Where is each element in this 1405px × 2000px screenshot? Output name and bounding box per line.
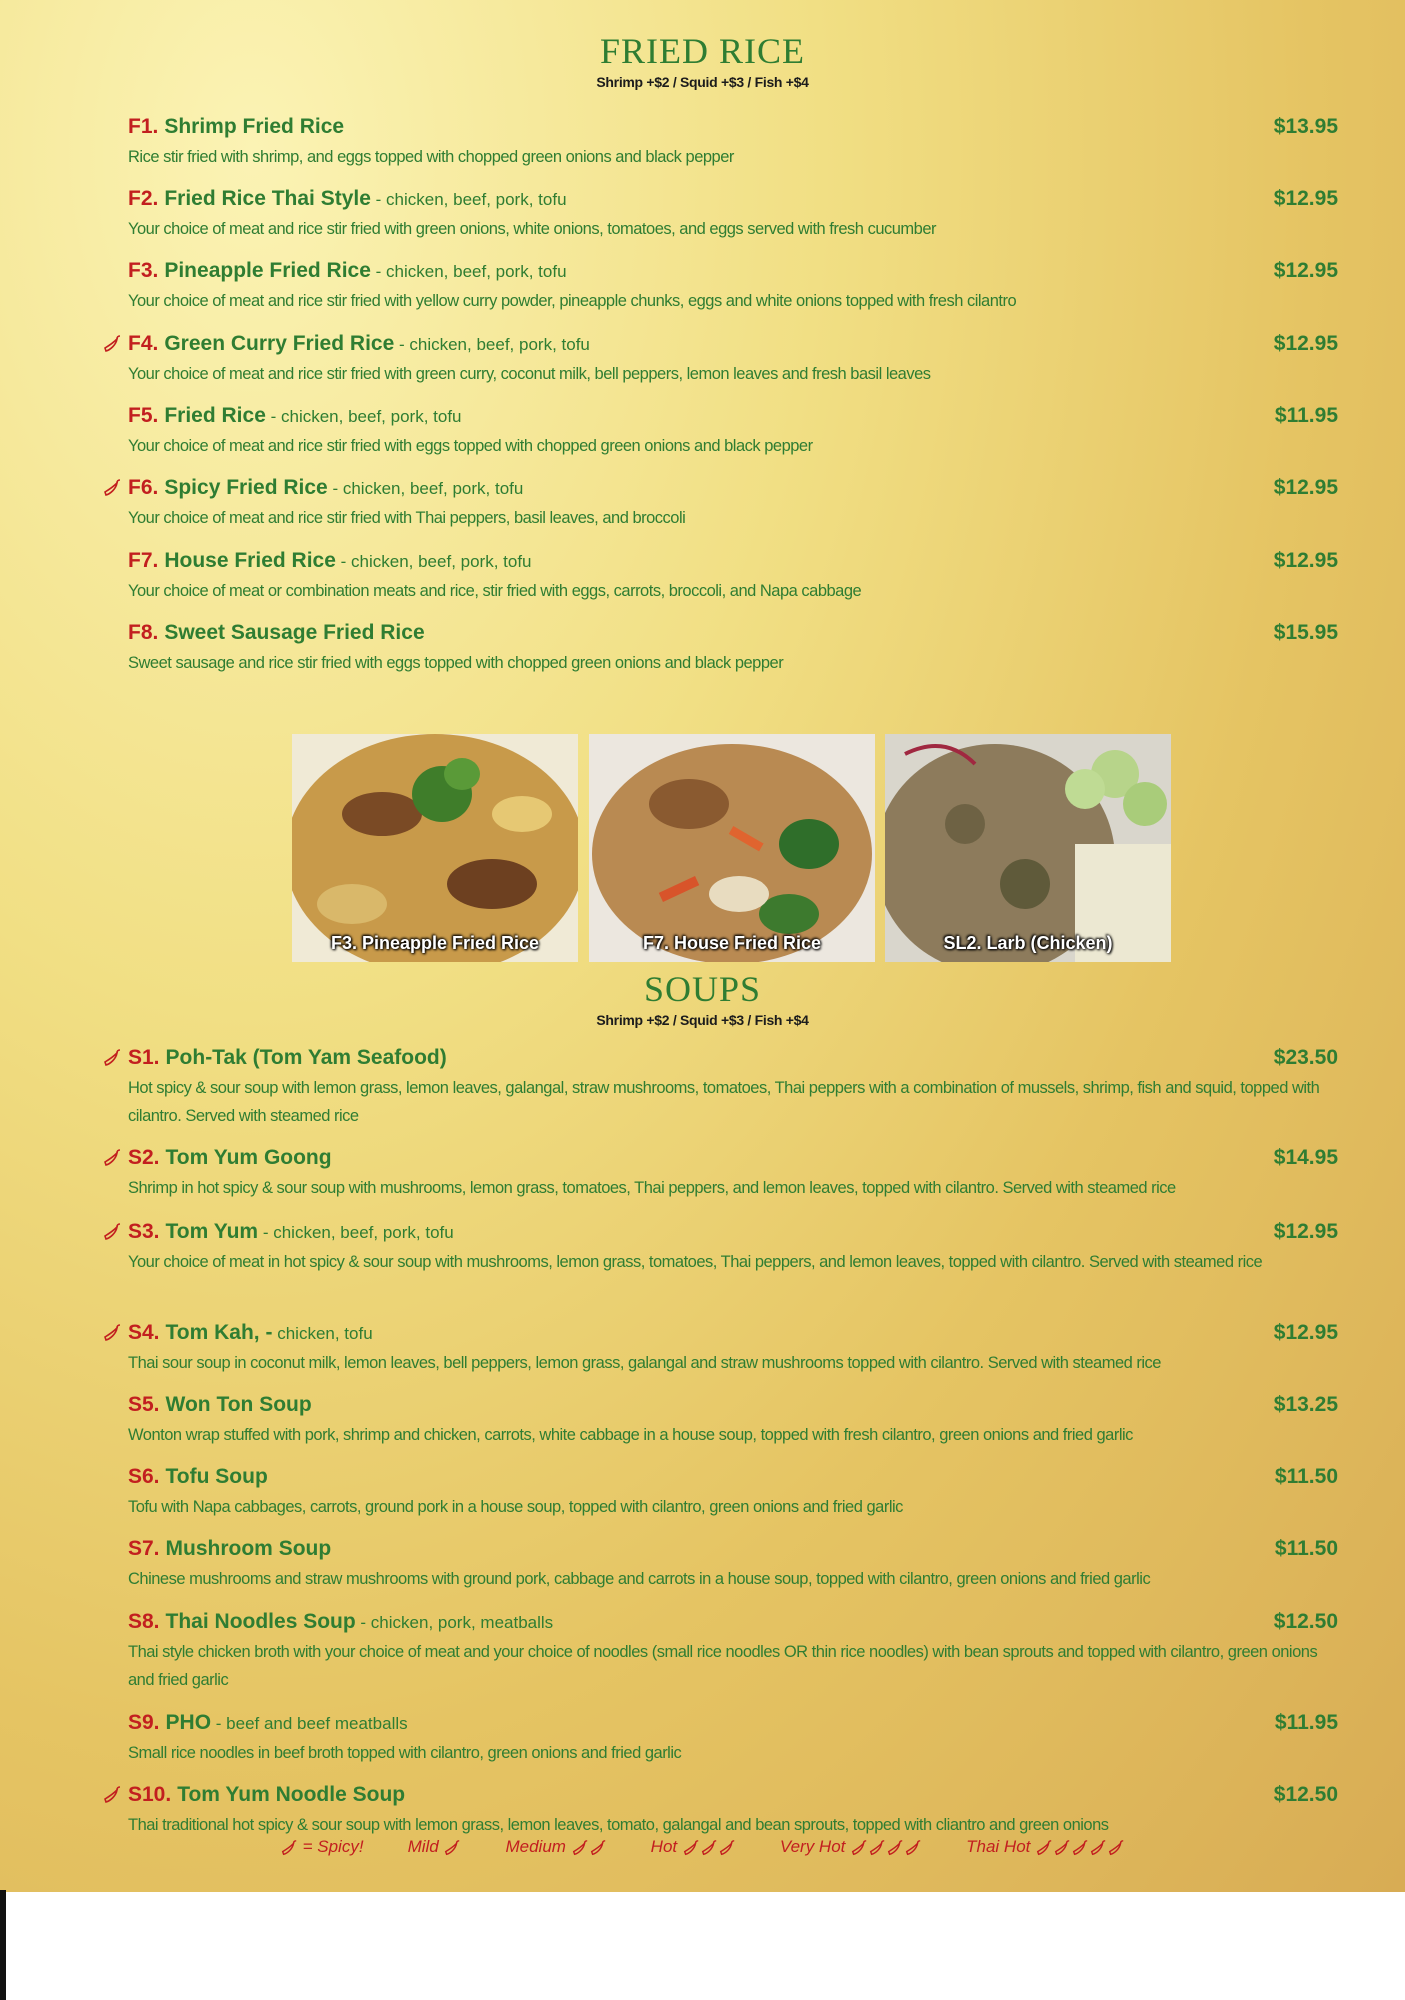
menu-item-header [128,186,1338,213]
item-price: $11.50 [1274,1465,1338,1488]
chili-pepper-icon [571,1839,589,1857]
menu-item-header [128,1782,1338,1809]
item-code: F1. [128,115,159,138]
item-name: Tofu Soup [165,1465,268,1488]
chili-pepper-icon [102,1148,122,1168]
legend-chilies [1035,1837,1125,1856]
scan-edge [0,1890,6,2000]
item-name: Fried Rice [164,404,266,427]
legend-item [408,1837,462,1857]
menu-item-header [128,114,1338,141]
item-code: S5. [128,1393,160,1416]
item-name: Mushroom Soup [165,1537,332,1560]
house-fried-rice-image [589,734,875,962]
larb-chicken-image [885,734,1171,962]
item-options: chicken, tofu [272,1324,373,1343]
item-description: Chinese mushrooms and straw mushrooms with ground pork, cabbage and carrots in a house soup, topped with cilantro, green onions and fried garlic [128,1570,1151,1588]
chili-pepper-icon [1089,1839,1107,1857]
item-price: $12.95 [1273,476,1338,499]
item-name: Tom Kah, - [165,1321,273,1344]
item-description: Hot spicy & sour soup with lemon grass, lemon leaves, galangal, straw mushrooms, tomatoes, Thai peppers with a combination of mussels, shrimp, fish and squid, topped with cilantro. Served with steamed rice [128,1079,1320,1125]
menu-item [128,620,1338,677]
item-name: Won Ton Soup [165,1393,312,1416]
item-name: Poh-Tak (Tom Yam Seafood) [165,1046,447,1069]
chili-pepper-icon [700,1839,718,1857]
menu-item-header [128,475,1338,502]
menu-item-header [128,1219,1338,1246]
item-price: $12.50 [1273,1610,1338,1633]
legend-label: Thai Hot [966,1837,1031,1856]
menu-item [128,475,1338,532]
photo-pineapple-fried-rice [292,734,578,962]
menu-item-header [128,331,1338,358]
menu-item-header [128,1536,1338,1563]
item-description: Your choice of meat and rice stir fried with yellow curry powder, pineapple chunks, eggs and white onions topped with fresh cilantro [128,292,1017,310]
item-name: Shrimp Fried Rice [164,115,345,138]
menu-item [128,1145,1338,1202]
item-name: Pineapple Fried Rice [164,259,371,282]
menu-item [128,186,1338,243]
item-options: - beef and beef meatballs [211,1714,408,1733]
menu-item [128,1392,1338,1449]
chili-pepper-icon [102,1323,122,1343]
item-description: Thai style chicken broth with your choice of meat and your choice of noodles (small rice noodles OR thin rice noodles) with bean sprouts and topped with cilantro, green onions and fried garlic [128,1643,1318,1689]
menu-item [128,1710,1338,1767]
item-code: S7. [128,1537,160,1560]
legend-chilies [443,1837,461,1856]
menu-item [128,403,1338,460]
chili-pepper-icon [102,1785,122,1805]
legend-item [505,1837,606,1857]
item-options: - chicken, beef, pork, tofu [335,552,532,571]
spicy-legend [0,1837,1405,1857]
item-price: $13.95 [1273,115,1338,138]
item-price: $12.95 [1273,549,1338,572]
item-name: Fried Rice Thai Style [164,187,371,210]
menu-item [128,1320,1338,1377]
item-description: Shrimp in hot spicy & sour soup with mushrooms, lemon grass, tomatoes, Thai peppers, and lemon leaves, topped with cilantro. Served with steamed rice [128,1179,1176,1197]
chili-pepper-icon [886,1839,904,1857]
legend-chilies [682,1837,736,1856]
item-code: S9. [128,1711,160,1734]
item-code: F3. [128,259,159,282]
item-name: Tom Yum Goong [165,1146,332,1169]
chili-pepper-icon [102,334,122,354]
item-code: S6. [128,1465,160,1488]
photo-caption: F3. Pineapple Fried Rice [330,933,540,953]
menu-item [128,1464,1338,1521]
menu-item [128,1045,1338,1130]
item-description: Your choice of meat and rice stir fried with green onions, white onions, tomatoes, and eggs served with fresh cucumber [128,220,937,238]
item-code: S2. [128,1146,160,1169]
legend-chilies [850,1837,922,1856]
item-price: $12.95 [1273,1220,1338,1243]
photo-caption: F7. House Fried Rice [642,933,822,953]
menu-item-header [128,258,1338,285]
item-options: - chicken, beef, pork, tofu [394,335,590,354]
photo-larb-chicken [885,734,1171,962]
item-name: Sweet Sausage Fried Rice [164,621,425,644]
item-price: $12.95 [1273,259,1338,282]
item-description: Small rice noodles in beef broth topped with cilantro, green onions and fried garlic [128,1744,682,1762]
item-price: $11.95 [1274,404,1338,427]
menu-item-header [128,1392,1338,1419]
legend-label: = Spicy! [302,1837,364,1856]
item-price: $11.50 [1274,1537,1338,1560]
item-description: Rice stir fried with shrimp, and eggs topped with chopped green onions and black pepper [128,148,734,166]
legend-item [966,1837,1125,1857]
chili-pepper-icon [1035,1839,1053,1857]
item-name: Spicy Fried Rice [164,476,328,499]
menu-item-header [128,1464,1338,1491]
legend-label: Mild [407,1837,439,1856]
item-name: PHO [165,1711,212,1734]
item-description: Your choice of meat and rice stir fried with eggs topped with chopped green onions and black pepper [128,437,813,455]
legend-chilies [280,1837,298,1856]
item-code: F5. [128,404,159,427]
item-options: - chicken, beef, pork, tofu [327,479,524,498]
soups-title: SOUPS [643,969,762,1009]
chili-pepper-icon [904,1839,922,1857]
item-price: $14.95 [1273,1146,1338,1169]
fried-rice-subtitle: Shrimp +$2 / Squid +$3 / Fish +$4 [596,74,809,90]
item-description: Your choice of meat or combination meats and rice, stir fried with eggs, carrots, broccoli, and Napa cabbage [128,582,862,600]
item-code: S8. [128,1610,160,1633]
chili-pepper-icon [102,1222,122,1242]
chili-pepper-icon [718,1839,736,1857]
legend-item [651,1837,736,1857]
chili-pepper-icon [682,1839,700,1857]
photo-caption: SL2. Larb (Chicken) [943,933,1113,953]
chili-pepper-icon [280,1839,298,1857]
item-code: F6. [128,476,159,499]
item-code: F2. [128,187,159,210]
chili-pepper-icon [1071,1839,1089,1857]
soups-subtitle: Shrimp +$2 / Squid +$3 / Fish +$4 [596,1012,809,1028]
photo-house-fried-rice [589,734,875,962]
item-price: $12.95 [1273,1321,1338,1344]
legend-chilies [571,1837,607,1856]
item-name: Tom Yum Noodle Soup [177,1783,406,1806]
menu-item-header [128,1145,1338,1172]
menu-item [128,1219,1338,1276]
chili-pepper-icon [443,1839,461,1857]
item-description: Wonton wrap stuffed with pork, shrimp and chicken, carrots, white cabbage in a house soup, topped with fresh cilantro, green onions and fried garlic [128,1426,1133,1444]
chili-pepper-icon [589,1839,607,1857]
menu-item-header [128,1320,1338,1347]
legend-item [280,1837,364,1857]
item-name: Thai Noodles Soup [165,1610,356,1633]
menu-item-header [128,1710,1338,1737]
chili-pepper-icon [102,478,122,498]
item-options: - chicken, beef, pork, tofu [370,262,567,281]
legend-item [780,1837,922,1857]
item-description: Tofu with Napa cabbages, carrots, ground pork in a house soup, topped with cilantro, green onions and fried garlic [128,1498,903,1516]
item-options: - chicken, beef, pork, tofu [258,1223,454,1242]
item-price: $12.95 [1273,187,1338,210]
item-description: Sweet sausage and rice stir fried with eggs topped with chopped green onions and black pepper [128,654,784,672]
item-price: $12.95 [1273,332,1338,355]
item-code: F7. [128,549,159,572]
item-options: - chicken, beef, pork, tofu [265,407,462,426]
item-description: Your choice of meat and rice stir fried with Thai peppers, basil leaves, and broccoli [128,509,686,527]
item-options: - chicken, beef, pork, tofu [370,190,567,209]
legend-label: Hot [650,1837,678,1856]
menu-item-header [128,1609,1338,1636]
item-name: House Fried Rice [164,549,336,572]
pineapple-fried-rice-image [292,734,578,962]
menu-item-header [128,1045,1338,1072]
chili-pepper-icon [1053,1839,1071,1857]
chili-pepper-icon [868,1839,886,1857]
item-price: $12.50 [1273,1783,1338,1806]
chili-pepper-icon [1107,1839,1125,1857]
menu-item [128,114,1338,171]
chili-pepper-icon [102,1048,122,1068]
menu-item [128,1782,1338,1839]
menu-item [128,1609,1338,1694]
menu-item-header [128,548,1338,575]
item-code: F4. [128,332,159,355]
item-description: Your choice of meat in hot spicy & sour soup with mushrooms, lemon grass, tomatoes, Thai peppers, and lemon leaves, topped with cilantro. Served with steamed rice [128,1253,1263,1271]
item-code: S1. [128,1046,160,1069]
item-price: $13.25 [1273,1393,1338,1416]
legend-label: Medium [505,1837,566,1856]
item-description: Thai traditional hot spicy & sour soup with lemon grass, lemon leaves, tomato, galangal and bean sprouts, topped with cliantro and green onions [128,1816,1109,1834]
menu-item [128,258,1338,315]
menu-item [128,331,1338,388]
item-code: S4. [128,1321,160,1344]
item-price: $11.95 [1274,1711,1338,1734]
item-code: S10. [128,1783,172,1806]
menu-item-header [128,403,1338,430]
menu-item [128,1536,1338,1593]
item-name: Tom Yum [165,1220,259,1243]
item-price: $15.95 [1273,621,1338,644]
item-options: - chicken, pork, meatballs [355,1613,554,1632]
legend-label: Very Hot [779,1837,846,1856]
item-description: Your choice of meat and rice stir fried with green curry, coconut milk, bell peppers, lemon leaves and fresh basil leaves [128,365,931,383]
fried-rice-title: FRIED RICE [599,31,805,71]
menu-item-header [128,620,1338,647]
item-name: Green Curry Fried Rice [164,332,395,355]
item-code: S3. [128,1220,160,1243]
item-price: $23.50 [1273,1046,1338,1069]
item-code: F8. [128,621,159,644]
item-description: Thai sour soup in coconut milk, lemon leaves, bell peppers, lemon grass, galangal and straw mushrooms topped with cilantro. Served with steamed rice [128,1354,1161,1372]
chili-pepper-icon [850,1839,868,1857]
menu-item [128,548,1338,605]
